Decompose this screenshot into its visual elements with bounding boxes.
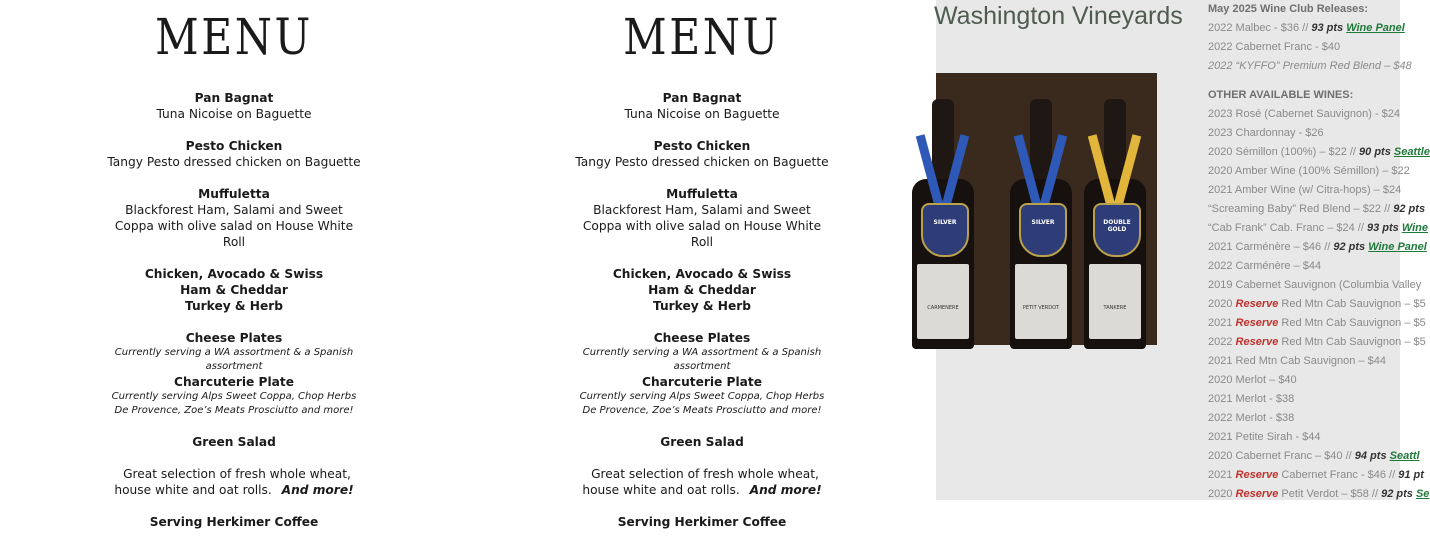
wine-points: 94 pts: [1354, 450, 1390, 462]
menu-item: [0, 266, 468, 282]
wine-entry: [1208, 466, 1424, 485]
wine-bottle: [912, 99, 974, 349]
wine-entry: [1208, 143, 1430, 162]
medal-icon: [1019, 203, 1067, 257]
menu-item-description: Tangy Pesto dressed chicken on Baguette: [575, 155, 829, 169]
menu-item-name: Serving Herkimer Coffee: [149, 515, 319, 529]
bottle-label: [1015, 264, 1067, 339]
menu-item: [0, 514, 468, 530]
wine-points: 91 pt: [1398, 469, 1424, 481]
wine-bottles-photo: [927, 73, 1157, 345]
menu-item: [0, 466, 468, 498]
wine-entry: [1208, 333, 1426, 352]
menu-item: [468, 434, 936, 450]
wine-list: [1208, 0, 1430, 504]
wine-entry: [1208, 295, 1426, 314]
wine-text: Red Mtn Cab Sauvignon – $5: [1278, 298, 1426, 310]
menu-item-description: Tangy Pesto dressed chicken on Baguette: [107, 155, 361, 169]
menu-item-extra: And more!: [281, 483, 354, 497]
wine-text: 2021 Amber Wine (w/ Citra-hops) – $24: [1208, 184, 1402, 196]
wine-text: 2023 Rosé (Cabernet Sauvignon) - $24: [1208, 108, 1401, 120]
wine-text: Cabernet Franc - $46 //: [1278, 469, 1399, 481]
menu-item: [468, 186, 936, 250]
wine-text: 2021 Carménère – $46 //: [1208, 241, 1334, 253]
wine-entry: [1208, 57, 1412, 76]
menu-item-name: Pesto Chicken: [185, 139, 283, 153]
menu-item: [0, 90, 468, 122]
wine-entry: [1208, 409, 1408, 428]
menu-item: [468, 330, 936, 374]
wine-bottle: [1010, 99, 1072, 349]
wine-entry: [1208, 314, 1426, 333]
menu-item-description: Great selection of fresh whole wheat, house white and oat rolls.: [114, 467, 351, 497]
bottle-label-text: PETIT VERDOT: [1022, 305, 1060, 311]
wine-text: “Screaming Baby” Red Blend – $22 //: [1208, 203, 1394, 215]
bottle-label-text: TANKERE: [1103, 305, 1127, 311]
wine-entry: [1208, 276, 1422, 295]
vineyard-heading: Washington Vineyards: [934, 2, 1183, 30]
wine-entry: [1208, 238, 1427, 257]
reserve-tag: Reserve: [1235, 469, 1279, 481]
menu-item-description: Great selection of fresh whole wheat, house white and oat rolls.: [582, 467, 819, 497]
wine-points: 93 pts: [1366, 222, 1402, 234]
review-source-link[interactable]: Seattle: [1393, 146, 1430, 158]
reserve-tag: Reserve: [1235, 317, 1279, 329]
menu-item-name: Green Salad: [192, 435, 276, 449]
wine-year: 2020: [1208, 488, 1236, 500]
wine-text: 2022 “KYFFO” Premium Red Blend – $48: [1208, 60, 1412, 72]
wine-text: 2020 Amber Wine (100% Sémillon) – $22: [1208, 165, 1410, 177]
menu-item: [0, 434, 468, 450]
menu-item-description: Blackforest Ham, Salami and Sweet Coppa with olive salad on House White Roll: [114, 203, 354, 249]
menu-item: [0, 374, 468, 418]
bottle-label: [917, 264, 969, 339]
menu-item: [0, 282, 468, 298]
wine-text: 2023 Chardonnay - $26: [1208, 127, 1324, 139]
menu-item: [0, 330, 468, 374]
wine-text: Red Mtn Cab Sauvignon – $5: [1278, 317, 1426, 329]
menu-items: [468, 90, 936, 546]
wine-text: Petit Verdot – $58 //: [1278, 488, 1382, 500]
menu-item-name: Charcuterie Plate: [642, 375, 762, 389]
wine-points: 92 pts: [1393, 203, 1426, 215]
menu-item-extra: And more!: [749, 483, 822, 497]
other-wines-heading: OTHER AVAILABLE WINES:: [1208, 89, 1354, 101]
wine-text: 2021 Merlot - $38: [1208, 393, 1295, 405]
menu-item-description-wrap: [468, 466, 936, 498]
wine-points: 92 pts: [1333, 241, 1369, 253]
menu-item-name: Cheese Plates: [185, 331, 283, 345]
review-source-link[interactable]: Wine: [1401, 222, 1428, 234]
menu-page-left: [0, 0, 468, 529]
wine-text: 2020 Sémillon (100%) – $22 //: [1208, 146, 1360, 158]
menu-item-description-wrap: [0, 466, 468, 498]
menu-title: MENU: [155, 8, 313, 66]
wine-entry: [1208, 124, 1408, 143]
club-releases-heading: May 2025 Wine Club Releases:: [1208, 3, 1369, 15]
menu-item-name: Cheese Plates: [653, 331, 751, 345]
menu-item: [0, 186, 468, 250]
menu-item-name: Pesto Chicken: [653, 139, 751, 153]
menu-title: MENU: [623, 8, 781, 66]
menu-item-description: Tuna Nicoise on Baguette: [624, 107, 780, 121]
menu-item-name: Muffuletta: [198, 187, 270, 201]
menu-item: [468, 138, 936, 170]
menu-item-note: Currently serving Alps Sweet Coppa, Chop Herbs De Provence, Zoe’s Meats Prosciutto and more!: [579, 391, 825, 416]
reserve-tag: Reserve: [1235, 298, 1279, 310]
wine-year: 2021: [1208, 469, 1236, 481]
medal-icon: [1093, 203, 1141, 257]
wine-points: 90 pts: [1359, 146, 1394, 158]
wine-entry: [1208, 105, 1408, 124]
menu-item-name: Green Salad: [660, 435, 744, 449]
bottle-label: [1089, 264, 1141, 339]
menu-item: [468, 298, 936, 314]
wine-text: 2022 Cabernet Franc - $40: [1208, 41, 1341, 53]
menu-item-name: Chicken, Avocado & Swiss: [612, 267, 792, 281]
winery-page: [927, 0, 1430, 500]
wine-text: “Cab Frank” Cab. Franc – $24 //: [1208, 222, 1367, 234]
wine-entry: [1208, 352, 1408, 371]
wine-points: 92 pts: [1381, 488, 1416, 500]
review-source-link[interactable]: Wine Panel: [1368, 241, 1427, 253]
menu-item: [468, 374, 936, 418]
menu-item-name: Ham & Cheddar: [180, 283, 288, 297]
wine-entry: [1208, 485, 1430, 504]
wine-text: 2022 Merlot - $38: [1208, 412, 1295, 424]
wine-entry: [1208, 390, 1408, 409]
wine-text: 2021 Red Mtn Cab Sauvignon – $44: [1208, 355, 1386, 367]
menu-item-note: Currently serving Alps Sweet Coppa, Chop Herbs De Provence, Zoe’s Meats Prosciutto and more!: [111, 391, 357, 416]
review-source-link[interactable]: Se: [1415, 488, 1430, 500]
wine-year: 2020: [1208, 298, 1236, 310]
medal-icon: [921, 203, 969, 257]
wine-text: 2020 Merlot – $40: [1208, 374, 1297, 386]
wine-text: 2020 Cabernet Franc – $40 //: [1208, 450, 1355, 462]
medal-text: SILVER: [1031, 219, 1055, 226]
wine-entry: [1208, 371, 1408, 390]
wine-text: Red Mtn Cab Sauvignon – $5: [1278, 336, 1426, 348]
wine-entry: [1208, 181, 1408, 200]
menu-item-name: Ham & Cheddar: [648, 283, 756, 297]
menu-item-name: Serving Herkimer Coffee: [617, 515, 787, 529]
wine-entry: [1208, 200, 1426, 219]
menu-item-name: Turkey & Herb: [653, 299, 751, 313]
menu-item-description: Blackforest Ham, Salami and Sweet Coppa with olive salad on House White Roll: [582, 203, 822, 249]
wine-text: 2022 Carménère – $44: [1208, 260, 1322, 272]
medal-text: SILVER: [933, 219, 957, 226]
menu-item-note: Currently serving a WA assortment & a Spanish assortment: [582, 347, 822, 372]
wine-entry: [1208, 19, 1408, 38]
menu-item-name: Pan Bagnat: [194, 91, 274, 105]
wine-text: 2019 Cabernet Sauvignon (Columbia Valley: [1208, 279, 1422, 291]
menu-item: [468, 90, 936, 122]
wine-year: 2022: [1208, 336, 1236, 348]
wine-entry: [1208, 428, 1408, 447]
review-source-link[interactable]: Seattl: [1389, 450, 1420, 462]
wine-entry: [1208, 257, 1408, 276]
menu-item-name: Pan Bagnat: [662, 91, 742, 105]
wine-text: 2022 Malbec - $36 //: [1208, 22, 1312, 34]
menu-item: [0, 298, 468, 314]
wine-bottle: [1084, 99, 1146, 349]
menu-item: [0, 138, 468, 170]
wine-points: 93 pts: [1311, 22, 1347, 34]
menu-item: [468, 514, 936, 530]
menu-item-description: Tuna Nicoise on Baguette: [156, 107, 312, 121]
menu-page-right: [468, 0, 936, 529]
wine-entry: [1208, 219, 1428, 238]
wine-entry: [1208, 447, 1420, 466]
wine-text: 2021 Petite Sirah - $44: [1208, 431, 1321, 443]
reserve-tag: Reserve: [1235, 336, 1279, 348]
wine-entry: [1208, 162, 1408, 181]
review-source-link[interactable]: Wine Panel: [1346, 22, 1405, 34]
menu-item: [468, 282, 936, 298]
menu-item-note: Currently serving a WA assortment & a Spanish assortment: [114, 347, 354, 372]
reserve-tag: Reserve: [1235, 488, 1279, 500]
menu-item-name: Muffuletta: [666, 187, 738, 201]
wine-year: 2021: [1208, 317, 1236, 329]
medal-text: DOUBLE GOLD: [1103, 219, 1131, 233]
bottle-label-text: CARMENERE: [927, 305, 959, 311]
menu-item-name: Turkey & Herb: [185, 299, 283, 313]
wine-entry: [1208, 38, 1408, 57]
menu-item-name: Chicken, Avocado & Swiss: [144, 267, 324, 281]
menu-item: [468, 266, 936, 282]
menu-item-name: Charcuterie Plate: [174, 375, 294, 389]
menu-item: [468, 466, 936, 498]
menu-items: [0, 90, 468, 546]
